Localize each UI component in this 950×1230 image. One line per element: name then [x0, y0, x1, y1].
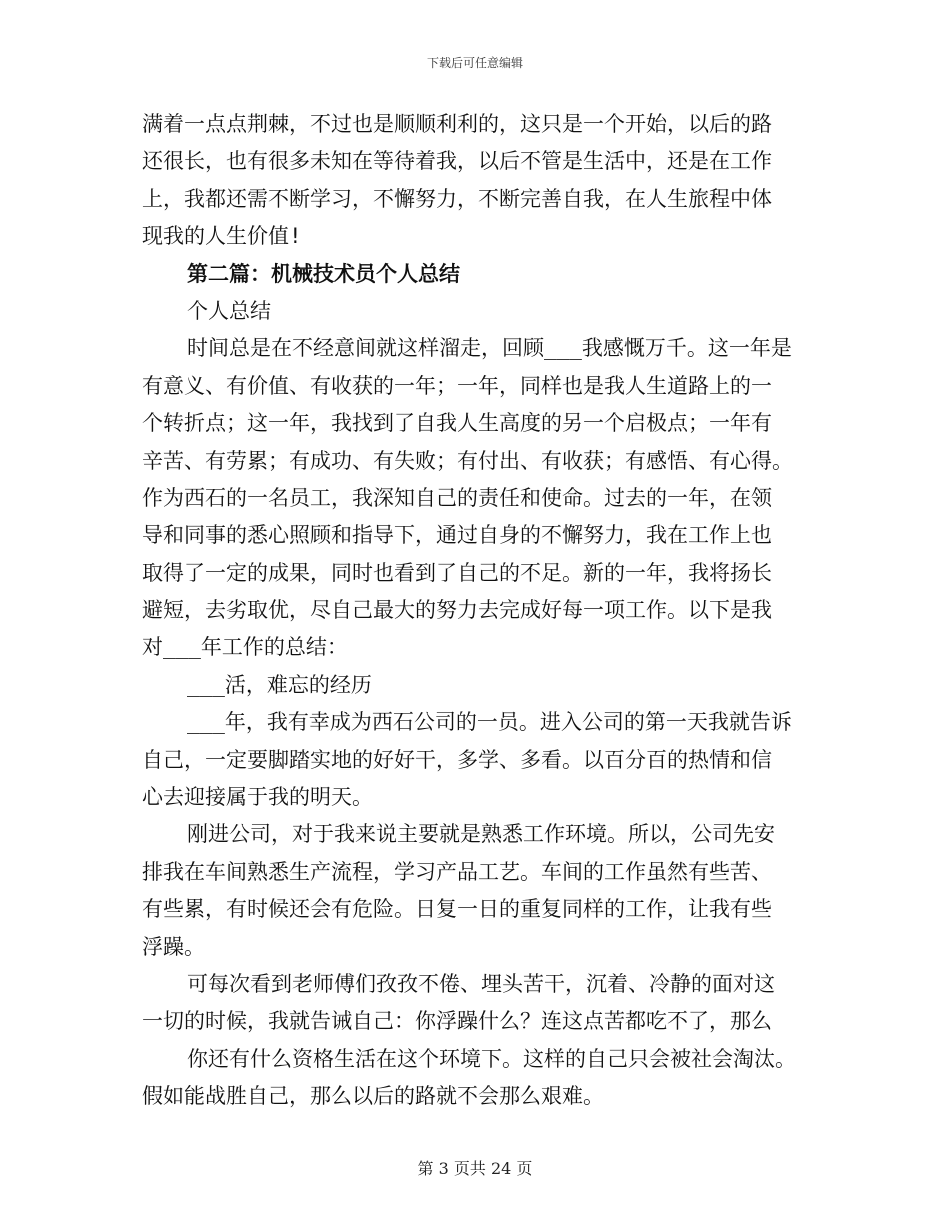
text-line: 你还有什么资格生活在这个环境下。这样的自己只会被社会淘汰。	[187, 1046, 796, 1071]
text-line: 一切的时候，我就告诫自己：你浮躁什么？连这点苦都吃不了，那么	[142, 1009, 772, 1034]
page-header: 下载后可任意编辑	[426, 56, 523, 70]
text-line: 假如能战胜自己，那么以后的路就不会那么艰难。	[142, 1084, 604, 1109]
text-line: 心去迎接属于我的明天。	[142, 785, 373, 810]
text-line: 作为西石的一名员工，我深知自己的责任和使命。过去的一年，在领	[142, 485, 772, 510]
text-line: ___活，难忘的经历	[187, 672, 372, 697]
text-line: 时间总是在不经意间就这样溜走，回顾___我感慨万千。这一年是	[187, 336, 792, 361]
text-line: 可每次看到老师傅们孜孜不倦、埋头苦干，沉着、冷静的面对这	[187, 971, 775, 996]
text-line: 导和同事的悉心照顾和指导下，通过自身的不懈努力，我在工作上也	[142, 523, 772, 548]
text-line: 上，我都还需不断学习，不懈努力，不断完善自我，在人生旅程中体	[142, 186, 772, 211]
text-line: 自己，一定要脚踏实地的好好干，多学、多看。以百分百的热情和信	[142, 747, 772, 772]
text-line: 避短，去劣取优，尽自己最大的努力去完成好每一项工作。以下是我	[142, 598, 772, 623]
text-line: 辛苦、有劳累；有成功、有失败；有付出、有收获；有感悟、有心得。	[142, 448, 793, 473]
page-footer: 第 3 页共 24 页	[417, 1159, 533, 1178]
text-line: ___年，我有幸成为西石公司的一员。进入公司的第一天我就告诉	[187, 710, 792, 735]
text-line: 刚进公司，对于我来说主要就是熟悉工作环境。所以，公司先安	[187, 822, 775, 847]
text-line: 对___年工作的总结：	[142, 635, 348, 660]
text-line: 有意义、有价值、有收获的一年；一年，同样也是我人生道路上的一	[142, 373, 772, 398]
text-line: 排我在车间熟悉生产流程，学习产品工艺。车间的工作虽然有些苦、	[142, 859, 772, 884]
text-line: 还很长，也有很多未知在等待着我，以后不管是生活中，还是在工作	[142, 149, 772, 174]
subheading: 个人总结	[187, 298, 271, 323]
text-line: 个转折点；这一年，我找到了自我人生高度的另一个启极点；一年有	[142, 411, 772, 436]
text-line: 取得了一定的成果，同时也看到了自己的不足。新的一年，我将扬长	[142, 560, 772, 585]
text-line: 浮躁。	[142, 934, 205, 959]
text-line: 满着一点点荆棘，不过也是顺顺利利的，这只是一个开始，以后的路	[142, 112, 772, 136]
text-line: 现我的人生价值!	[142, 224, 302, 249]
text-line: 有些累，有时候还会有危险。日复一日的重复同样的工作，让我有些	[142, 897, 772, 922]
body-text	[142, 106, 808, 1116]
section-heading: 第二篇：机械技术员个人总结	[187, 261, 460, 286]
